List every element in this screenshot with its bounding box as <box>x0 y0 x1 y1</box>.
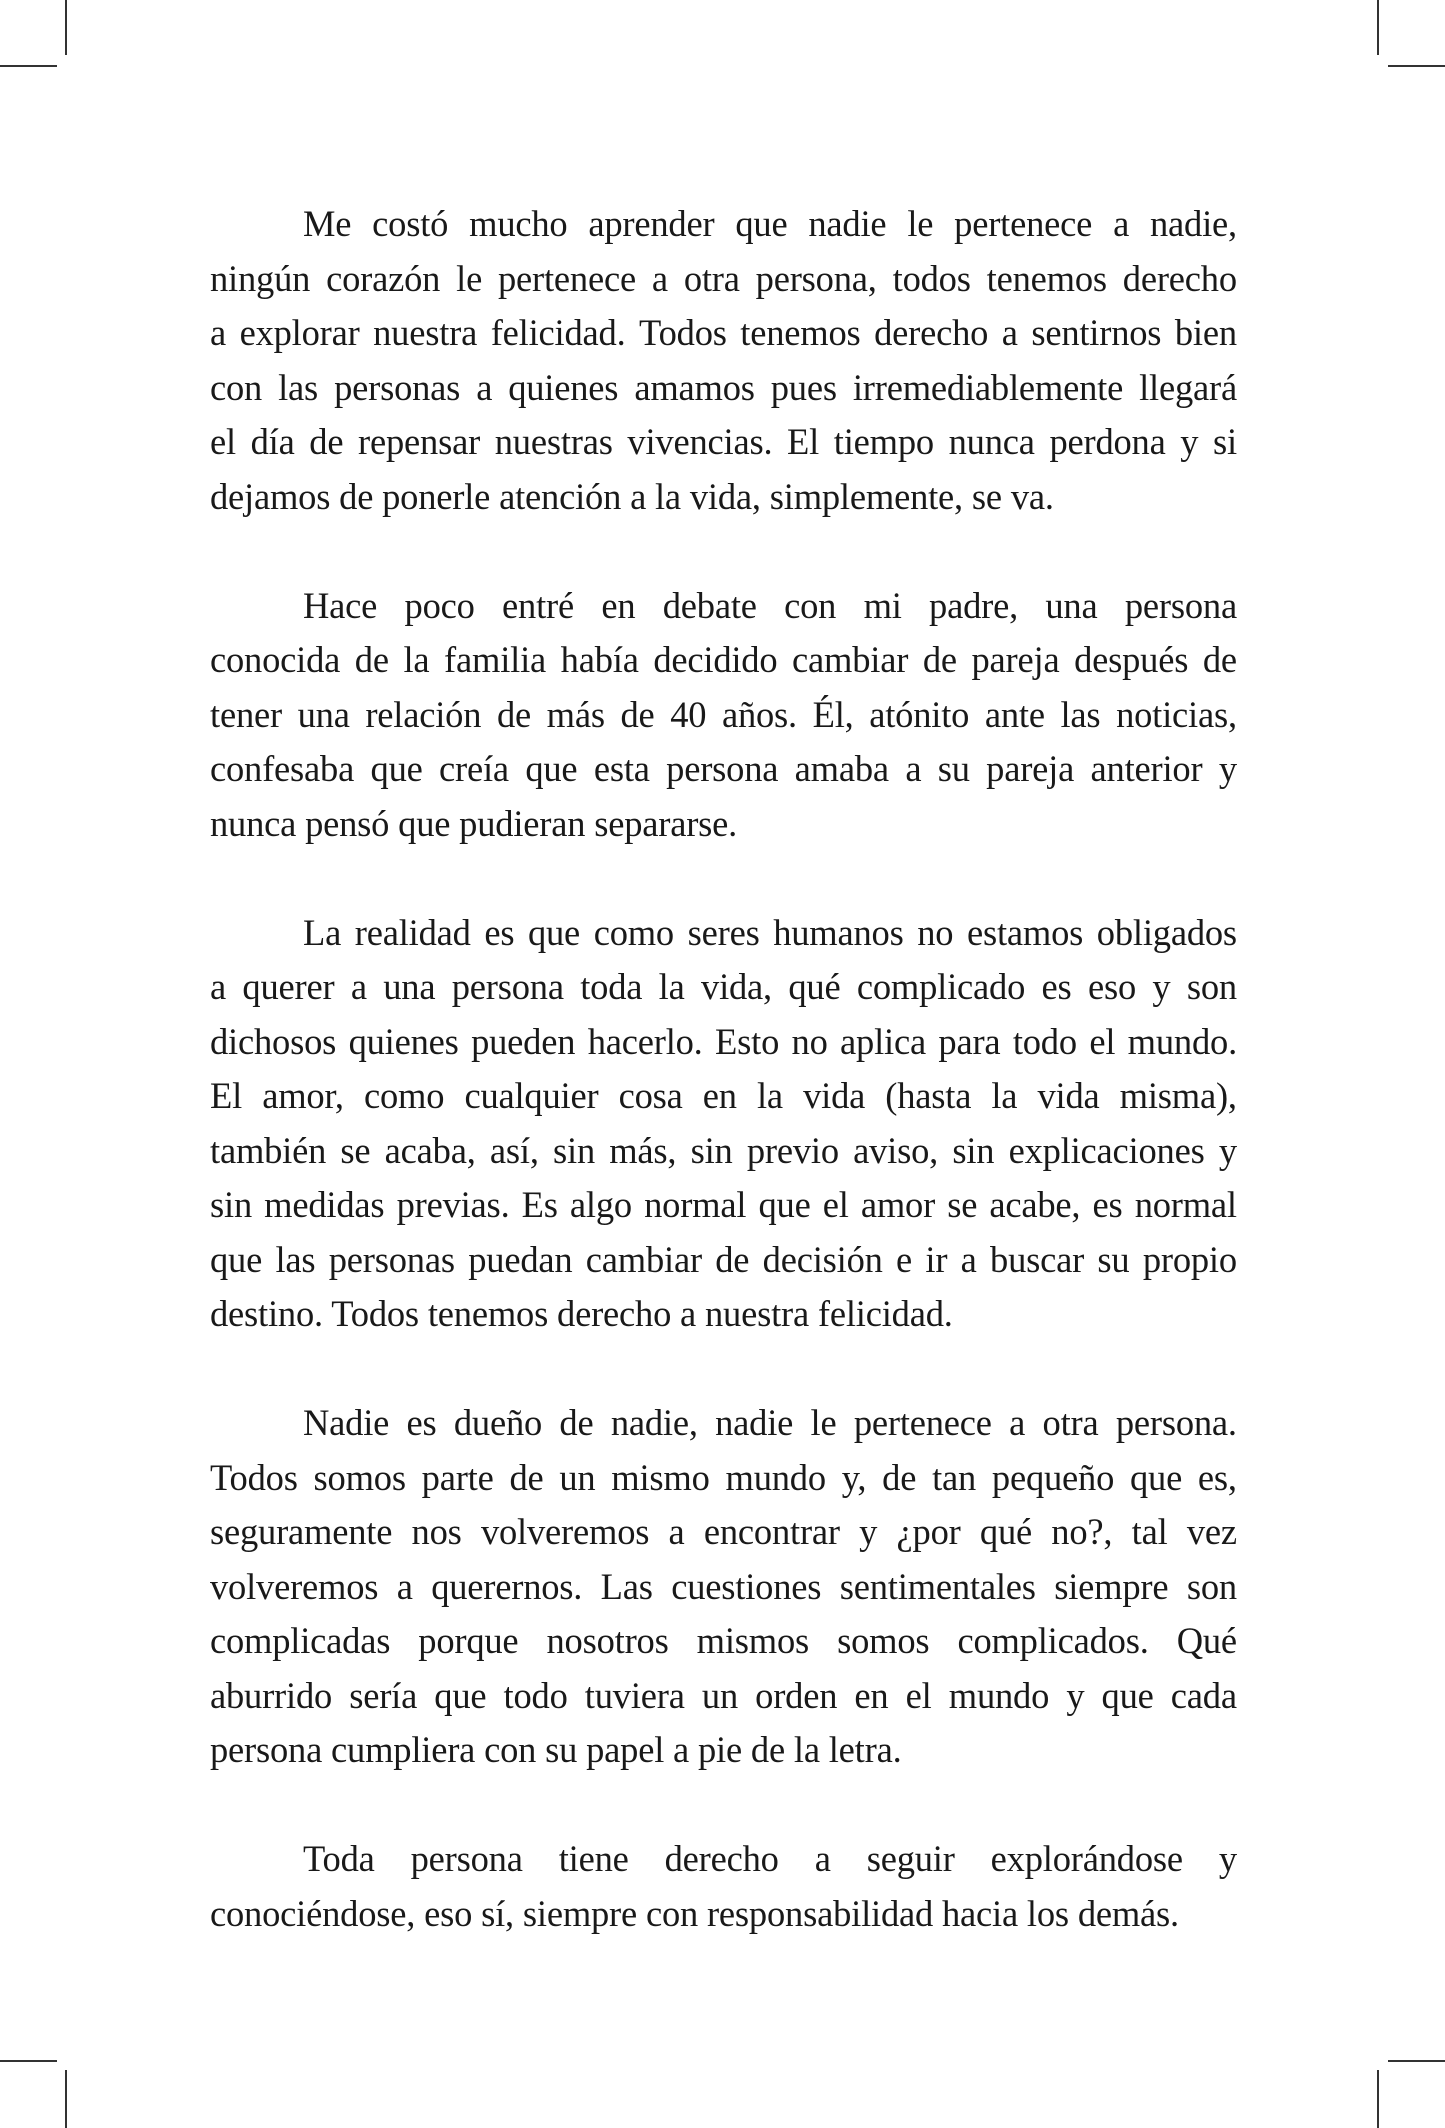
text-line: El amor, como cualquier cosa en la vida (hasta la vida misma), <box>210 1075 1237 1116</box>
text-line: Me costó mucho aprender que nadie le pertenece a nadie, <box>303 203 1237 244</box>
text-line: con las personas a quienes amamos pues irremediablemente llegará <box>210 366 1237 408</box>
text-line: conociéndose, eso sí, siempre con responsabilidad hacia los demás. <box>210 1892 1179 1934</box>
text-line: sin medidas previas. Es algo normal que el amor se acabe, es normal <box>210 1184 1237 1225</box>
paragraph <box>210 1396 1237 1778</box>
text-line: volveremos a querernos. Las cuestiones sentimentales siempre son <box>210 1565 1237 1607</box>
text-line: ningún corazón le pertenece a otra persona, todos tenemos derecho <box>210 257 1237 299</box>
crop-mark-top-right-vertical <box>1377 0 1379 55</box>
text-line: confesaba que creía que esta persona amaba a su pareja anterior y <box>210 748 1237 789</box>
text-line: Nadie es dueño de nadie, nadie le pertenece a otra persona. <box>303 1402 1237 1443</box>
crop-mark-top-right-horizontal <box>1388 65 1445 67</box>
text-line: Hace poco entré en debate con mi padre, una persona <box>303 584 1237 626</box>
text-line: Todos somos parte de un mismo mundo y, de tan pequeño que es, <box>210 1456 1237 1498</box>
text-line: Toda persona tiene derecho a seguir explorándose y <box>303 1838 1237 1879</box>
crop-mark-bottom-right-vertical <box>1377 2070 1379 2128</box>
text-block <box>210 197 1237 1941</box>
text-line: el día de repensar nuestras vivencias. El tiempo nunca perdona y si <box>210 421 1237 462</box>
text-line: a querer a una persona toda la vida, qué complicado es eso y son <box>210 966 1237 1007</box>
text-line: tener una relación de más de 40 años. Él, atónito ante las noticias, <box>210 693 1237 735</box>
text-line: destino. Todos tenemos derecho a nuestra felicidad. <box>210 1293 953 1334</box>
text-line: conocida de la familia había decidido cambiar de pareja después de <box>210 639 1237 680</box>
text-line: persona cumpliera con su papel a pie de la letra. <box>210 1729 902 1770</box>
crop-mark-top-left-horizontal <box>0 65 57 67</box>
text-line: La realidad es que como seres humanos no estamos obligados <box>303 911 1237 953</box>
crop-mark-bottom-right-horizontal <box>1388 2060 1445 2062</box>
text-line: a explorar nuestra felicidad. Todos tenemos derecho a sentirnos bien <box>210 312 1237 353</box>
text-line: complicadas porque nosotros mismos somos complicados. Qué <box>210 1620 1237 1661</box>
crop-mark-bottom-left-vertical <box>65 2070 67 2128</box>
paragraph <box>210 197 1237 524</box>
crop-mark-bottom-left-horizontal <box>0 2060 57 2062</box>
text-line: también se acaba, así, sin más, sin previo aviso, sin explicaciones y <box>210 1129 1237 1171</box>
crop-mark-top-left-vertical <box>65 0 67 55</box>
paragraph <box>210 579 1237 852</box>
paragraph <box>210 1832 1237 1941</box>
text-line: dichosos quienes pueden hacerlo. Esto no aplica para todo el mundo. <box>210 1020 1237 1062</box>
paragraph <box>210 906 1237 1342</box>
text-line: aburrido sería que todo tuviera un orden en el mundo y que cada <box>210 1674 1237 1716</box>
text-line: nunca pensó que pudieran separarse. <box>210 802 738 844</box>
text-line: seguramente nos volveremos a encontrar y ¿por qué no?, tal vez <box>210 1511 1237 1552</box>
text-line: que las personas puedan cambiar de decisión e ir a buscar su propio <box>210 1238 1237 1280</box>
text-line: dejamos de ponerle atención a la vida, simplemente, se va. <box>210 475 1054 517</box>
